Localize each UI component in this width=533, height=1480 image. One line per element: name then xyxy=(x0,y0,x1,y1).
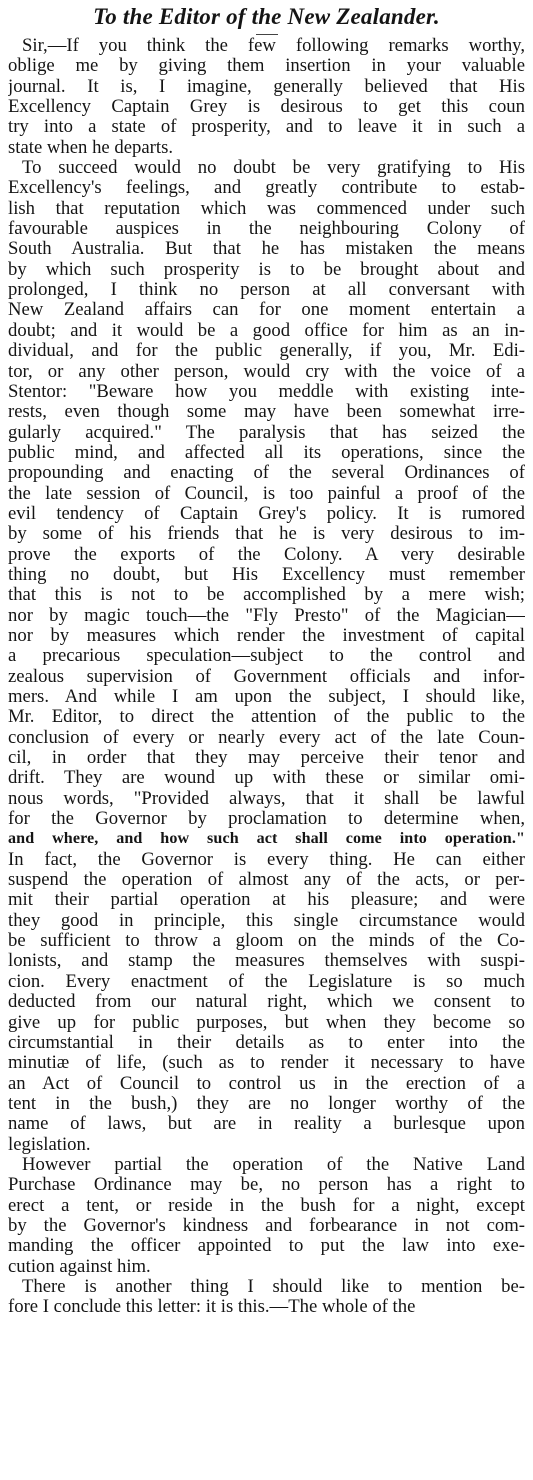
text-line: There is another thing I should like to mention be- xyxy=(22,1276,525,1297)
text-line: propounding and enacting of the several Ordinances of xyxy=(8,463,525,484)
text-line: a precarious speculation—subject to the control and xyxy=(8,646,525,667)
text-line: mit their partial operation at his pleasure; and were xyxy=(8,890,525,911)
text-line: evil tendency of Captain Grey's policy. It is rumored xyxy=(8,503,525,524)
text-line: zealous supervision of Government officials and infor- xyxy=(8,666,525,687)
text-line: Stentor: "Beware how you meddle with existing inte- xyxy=(8,381,525,402)
text-line: doubt; and it would be a good office for him as an in- xyxy=(8,320,525,341)
text-line: they good in principle, this single circumstance would xyxy=(8,910,525,931)
text-line: However partial the operation of the Native Land xyxy=(22,1154,525,1175)
article-paragraph xyxy=(8,36,525,158)
text-line: lonists, and stamp the measures themselves with suspi- xyxy=(8,951,525,972)
text-line: an Act of Council to control us in the erection of a xyxy=(8,1073,525,1094)
text-line: Excellency's feelings, and greatly contribute to estab- xyxy=(8,178,525,199)
text-line: that this is not to be accomplished by a mere wish; xyxy=(8,585,525,606)
text-line: nous words, "Provided always, that it shall be lawful xyxy=(8,788,525,809)
text-line: try into a state of prosperity, and to leave it in such a xyxy=(8,117,525,138)
text-line: name of laws, but are in reality a burlesque upon xyxy=(8,1114,525,1135)
text-line: mers. And while I am upon the subject, I should like, xyxy=(8,687,525,707)
article-paragraph xyxy=(8,158,525,1155)
text-line: prolonged, I think no person at all conversant with xyxy=(8,280,525,301)
text-line: public mind, and affected all its operations, since the xyxy=(8,442,525,463)
text-line: New Zealand affairs can for one moment entertain a xyxy=(8,300,525,321)
text-line: dividual, and for the public generally, if you, Mr. Edi- xyxy=(8,341,525,362)
text-line: erect a tent, or reside in the bush for a night, except xyxy=(8,1195,525,1216)
text-line: state when he departs. xyxy=(8,137,174,158)
text-line: cution against him. xyxy=(8,1256,151,1277)
text-line: suspend the operation of almost any of the acts, or per- xyxy=(8,870,525,891)
article-paragraph xyxy=(8,1155,525,1277)
text-line: cion. Every enactment of the Legislature is so much xyxy=(8,971,525,992)
text-line: by the Governor's kindness and forbearance in not com- xyxy=(8,1215,525,1236)
text-line: conclusion of every or nearly every act of the late Coun- xyxy=(8,727,525,748)
title-rule xyxy=(256,34,278,35)
text-line: legislation. xyxy=(8,1134,91,1155)
text-line: Mr. Editor, to direct the attention of the public to the xyxy=(8,707,525,728)
text-line: nor by measures which render the investment of capital xyxy=(8,625,525,646)
text-line: Sir,—If you think the few following remarks worthy, xyxy=(22,36,525,56)
text-line: Excellency Captain Grey is desirous to get this coun xyxy=(8,97,525,118)
article-title: To the Editor of the New Zealander. xyxy=(93,4,440,29)
text-line: by some of his friends that he is very desirous to im- xyxy=(8,524,525,545)
text-line: tent in the bush,) they are no longer worthy of the xyxy=(8,1093,525,1114)
text-line: the late session of Council, is too painful a proof of the xyxy=(8,483,525,504)
text-line: drift. They are wound up with these or similar omi- xyxy=(8,768,525,789)
text-line: Purchase Ordinance may be, no person has a right to xyxy=(8,1175,525,1196)
text-line: South Australia. But that he has mistaken the means xyxy=(8,239,525,260)
text-line: journal. It is, I imagine, generally believed that His xyxy=(8,76,525,97)
text-line: gularly acquired." The paralysis that has seized the xyxy=(8,422,525,443)
text-line: nor by magic touch—the "Fly Presto" of the Magician— xyxy=(8,605,525,626)
text-line: deducted from our natural right, which we consent to xyxy=(8,992,525,1013)
text-line: by which such prosperity is to be brought about and xyxy=(8,259,525,280)
text-line: prove the exports of the Colony. A very desirable xyxy=(8,544,525,565)
text-line: lish that reputation which was commenced under such xyxy=(8,198,525,219)
text-line: manding the officer appointed to put the law into exe- xyxy=(8,1236,525,1257)
text-line: thing no doubt, but His Excellency must remember xyxy=(8,564,525,585)
text-line: rests, even though some may have been somewhat irre- xyxy=(8,402,525,423)
text-line: oblige me by giving them insertion in your valuable xyxy=(8,56,525,77)
text-line: for the Governor by proclamation to determine when, xyxy=(8,809,525,830)
text-line: circumstantial in their details as to enter into the xyxy=(8,1032,525,1053)
article-paragraph xyxy=(8,1277,525,1318)
article-body xyxy=(8,36,525,1318)
text-line: To succeed would no doubt be very gratifying to His xyxy=(22,158,525,179)
text-line: give up for public purposes, but when they become so xyxy=(8,1012,525,1033)
text-line: be sufficient to throw a gloom on the minds of the Co- xyxy=(8,931,525,952)
text-line: cil, in order that they may perceive their tenor and xyxy=(8,748,525,769)
text-line: and where, and how such act shall come into operation." xyxy=(8,830,525,848)
text-line: fore I conclude this letter: it is this.—The whole of the xyxy=(8,1297,416,1318)
text-line: favourable auspices in the neighbouring Colony of xyxy=(8,219,525,240)
text-line: minutiæ of life, (such as to render it necessary to have xyxy=(8,1053,525,1074)
text-line: tor, or any other person, would cry with the voice of a xyxy=(8,361,525,382)
text-line: In fact, the Governor is every thing. He can either xyxy=(8,849,525,870)
